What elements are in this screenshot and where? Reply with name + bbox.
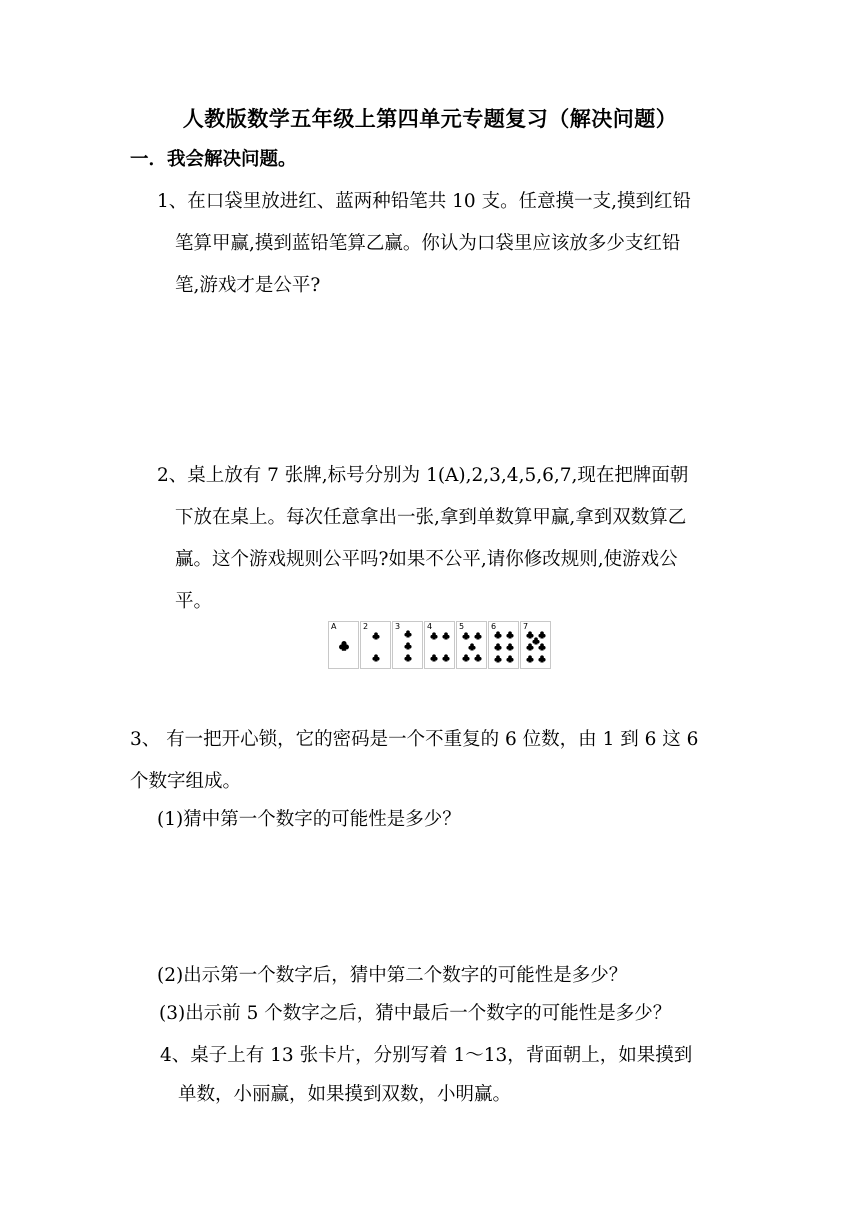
club-pip bbox=[462, 654, 469, 661]
club-pip bbox=[462, 632, 469, 639]
club-pip bbox=[372, 632, 379, 639]
card-rank: 7 bbox=[523, 622, 529, 631]
q3-sub-1: (1)猜中第一个数字的可能性是多少？ bbox=[157, 809, 461, 830]
playing-card bbox=[520, 621, 551, 669]
club-pip bbox=[494, 631, 501, 638]
club-pip bbox=[526, 643, 533, 650]
club-pip bbox=[538, 631, 545, 638]
q3-sub-3: (3)出示前 5 个数字之后，猜中最后一个数字的可能性是多少？ bbox=[159, 1003, 672, 1024]
club-pip bbox=[372, 654, 379, 661]
card-rank: 2 bbox=[363, 622, 369, 631]
q2-line-4: 平。 bbox=[175, 591, 213, 612]
club-pip bbox=[538, 655, 545, 662]
club-pip bbox=[526, 631, 533, 638]
q4-line-2: 单数，小丽赢，如果摸到双数，小明赢。 bbox=[178, 1084, 512, 1105]
card-rank: A bbox=[331, 622, 337, 631]
q2-line-3: 赢。这个游戏规则公平吗?如果不公平,请你修改规则,使游戏公 bbox=[175, 549, 678, 570]
club-pip bbox=[532, 637, 539, 644]
club-pip bbox=[526, 655, 533, 662]
club-pip bbox=[442, 632, 449, 639]
club-pip bbox=[339, 641, 349, 651]
q3-line-1: 3、 有一把开心锁，它的密码是一个不重复的 6 位数，由 1 到 6 这 6 bbox=[130, 729, 699, 750]
page-title: 人教版数学五年级上第四单元专题复习（解决问题） bbox=[182, 106, 678, 131]
club-pip bbox=[506, 655, 513, 662]
club-pip bbox=[430, 632, 437, 639]
card-rank: 4 bbox=[427, 622, 433, 631]
club-pip bbox=[474, 632, 481, 639]
club-pip bbox=[442, 654, 449, 661]
playing-card bbox=[488, 621, 519, 669]
card-rank: 6 bbox=[491, 622, 497, 631]
club-pip bbox=[404, 630, 411, 637]
card-rank: 5 bbox=[459, 622, 465, 631]
playing-card bbox=[392, 621, 423, 669]
club-pip bbox=[430, 654, 437, 661]
q3-sub-2: (2)出示第一个数字后，猜中第二个数字的可能性是多少？ bbox=[157, 965, 628, 986]
q1-line-2: 笔算甲赢,摸到蓝铅笔算乙赢。你认为口袋里应该放多少支红铅 bbox=[175, 233, 681, 254]
q1-line-3: 笔,游戏才是公平? bbox=[175, 275, 321, 296]
club-pip bbox=[468, 643, 475, 650]
q2-line-1: 2、桌上放有 7 张牌,标号分别为 1(A),2,3,4,5,6,7,现在把牌面朝 bbox=[157, 465, 689, 486]
card-rank: 3 bbox=[395, 622, 401, 631]
playing-cards-image bbox=[328, 621, 552, 669]
playing-card bbox=[424, 621, 455, 669]
club-pip bbox=[538, 643, 545, 650]
q3-line-2: 个数字组成。 bbox=[130, 771, 242, 792]
playing-card bbox=[328, 621, 359, 669]
club-pip bbox=[506, 631, 513, 638]
club-pip bbox=[474, 654, 481, 661]
club-pip bbox=[494, 643, 501, 650]
playing-card bbox=[456, 621, 487, 669]
q2-line-2: 下放在桌上。每次任意拿出一张,拿到单数算甲赢,拿到双数算乙 bbox=[175, 507, 687, 528]
club-pip bbox=[404, 642, 411, 649]
club-pip bbox=[494, 655, 501, 662]
q1-line-1: 1、在口袋里放进红、蓝两种铅笔共 10 支。任意摸一支,摸到红铅 bbox=[157, 191, 691, 212]
q4-line-1: 4、桌子上有 13 张卡片，分别写着 1～13，背面朝上，如果摸到 bbox=[160, 1045, 693, 1066]
club-pip bbox=[506, 643, 513, 650]
section-heading: 一．我会解决问题。 bbox=[130, 149, 297, 170]
playing-card bbox=[360, 621, 391, 669]
club-pip bbox=[404, 654, 411, 661]
